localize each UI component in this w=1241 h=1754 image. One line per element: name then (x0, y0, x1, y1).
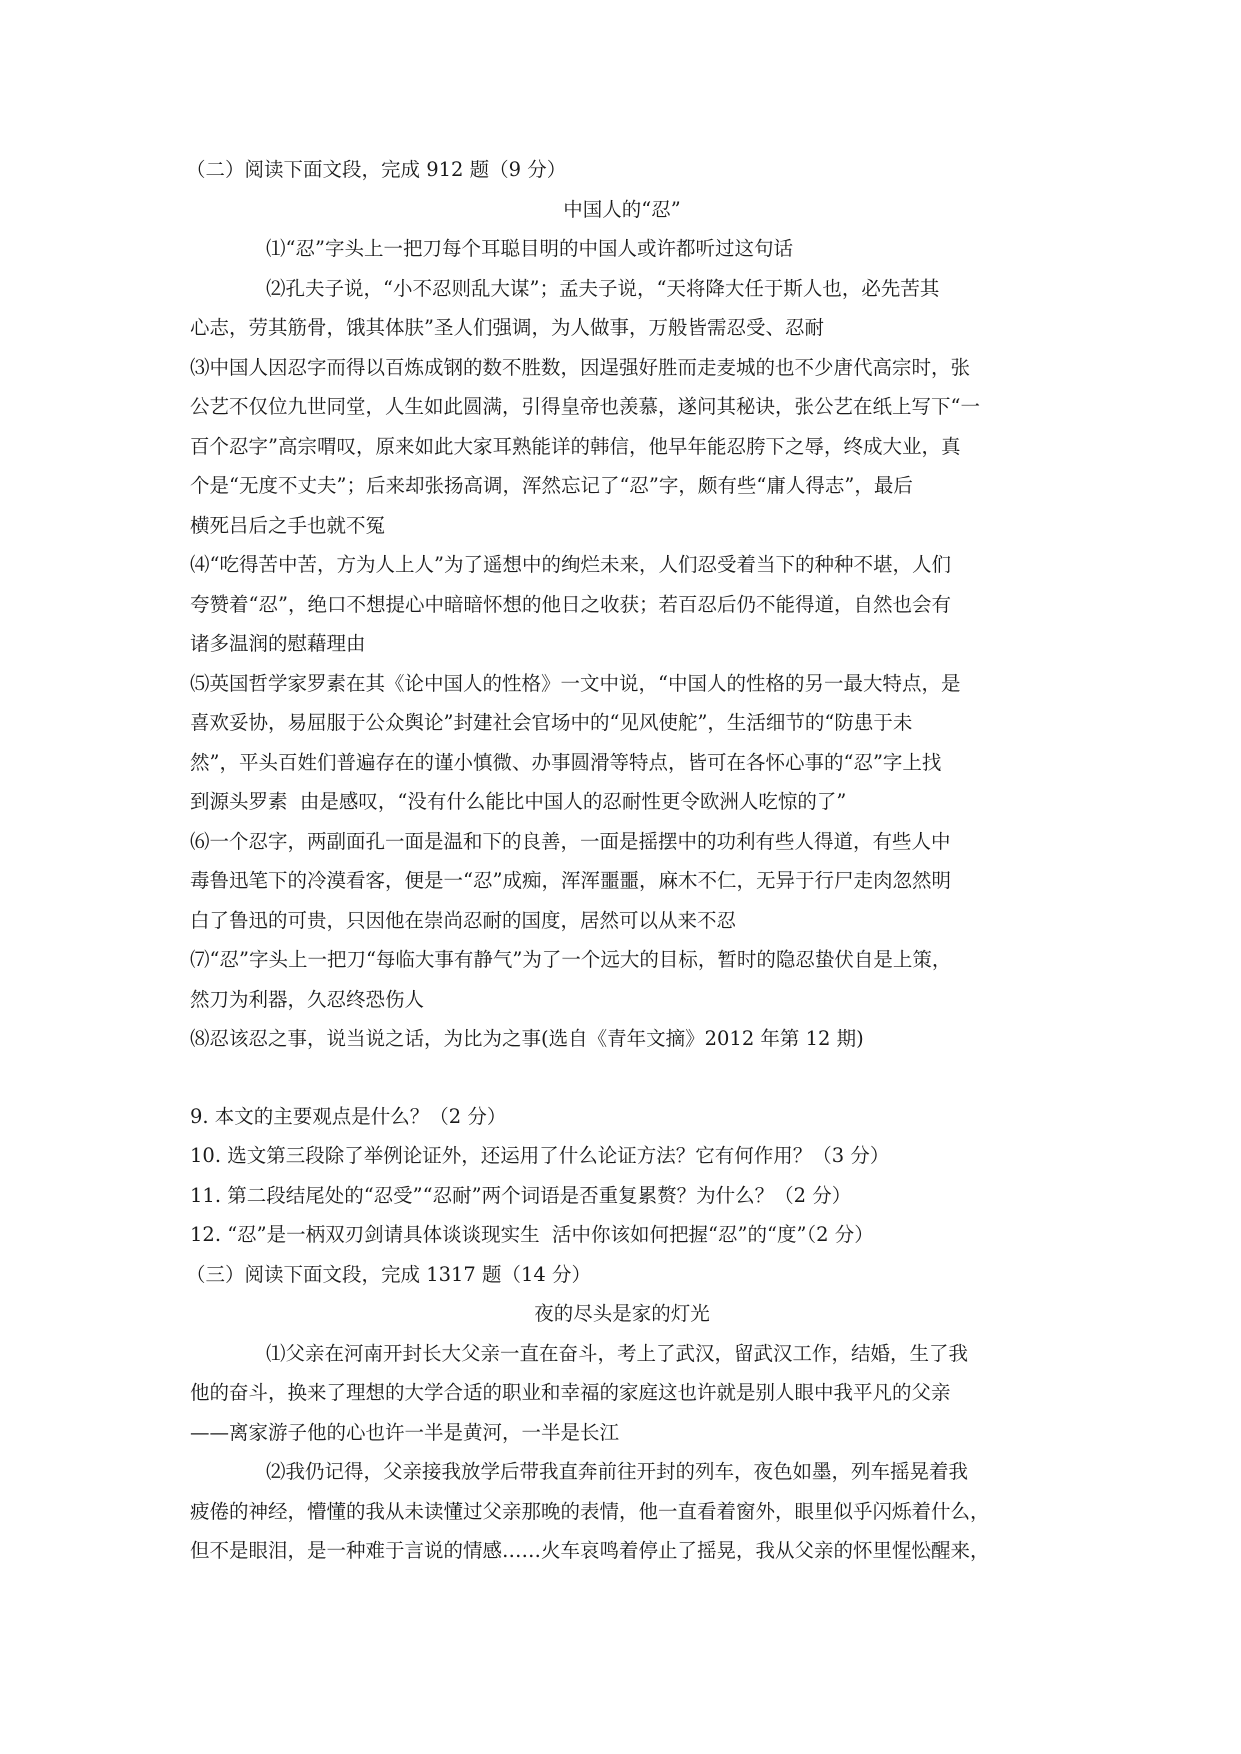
question-item: 9. 本文的主要观点是什么？（2 分） (190, 1104, 507, 1128)
paragraph-line: 疲倦的神经，懵懂的我从未读懂过父亲那晚的表情，他一直看着窗外，眼里似乎闪烁着什么， (190, 1499, 990, 1523)
question-item: 12. “忍”是一柄双刃剑请具体谈谈现实生 活中你该如何把握“忍”的“度”（2 分） (190, 1223, 874, 1246)
paragraph-line: 然”，平头百姓们普遍存在的谨小慎微、办事圆滑等特点，皆可在各怀心事的“忍”字上找 (190, 750, 942, 774)
paragraph-line: ⑻忍该忍之事，说当说之话，为比为之事(选自《青年文摘》2012 年第 12 期) (190, 1027, 864, 1050)
paragraph-line: 公艺不仅位九世同堂，人生如此圆满，引得皇帝也羡慕，遂问其秘诀，张公艺在纸上写下“一 (190, 395, 980, 418)
paragraph-line: ⑺“忍”字头上一把刀“每临大事有静气”为了一个远大的目标，暂时的隐忍蛰伏自是上策， (190, 948, 952, 971)
paragraph-line: ——离家游子他的心也许一半是黄河，一半是长江 (190, 1420, 620, 1444)
paragraph-line: 诸多温润的慰藉理由 (190, 632, 366, 655)
paragraph-line: ⑴父亲在河南开封长大父亲一直在奋斗，考上了武汉，留武汉工作，结婚，生了我 (266, 1341, 969, 1365)
paragraph-line: 他的奋斗，换来了理想的大学合适的职业和幸福的家庭这也许就是别人眼中我平凡的父亲 (190, 1381, 951, 1404)
paragraph-line: ⑵孔夫子说，“小不忍则乱大谋”；孟夫子说，“天将降大任于斯人也，必先苦其 (266, 276, 940, 300)
paragraph-line: 毒鲁迅笔下的冷漠看客，便是一“忍”成痴，浑浑噩噩，麻木不仁，无异于行尸走肉忽然明 (190, 869, 951, 892)
paragraph-line: ⑷“吃得苦中苦，方为人上人”为了遥想中的绚烂未来，人们忍受着当下的种种不堪，人们 (190, 553, 951, 576)
paragraph-line: ⑹一个忍字，两副面孔一面是温和下的良善，一面是摇摆中的功利有些人得道，有些人中 (190, 829, 951, 853)
section-header: （二）阅读下面文段，完成 912 题（9 分） (186, 158, 567, 181)
paragraph-line: 到源头罗素 由是感叹，“没有什么能比中国人的忍耐性更令欧洲人吃惊的了” (190, 790, 847, 813)
paragraph-line: 夸赞着“忍”，绝口不想提心中暗暗怀想的他日之收获；若百忍后仍不能得道，自然也会有 (190, 592, 951, 616)
article-title: 中国人的“忍” (563, 197, 681, 221)
paragraph-line: 个是“无度不丈夫”；后来却张扬高调，浑然忘记了“忍”字，颇有些“庸人得志”，最后 (190, 474, 913, 497)
paragraph-line: ⑵我仍记得，父亲接我放学后带我直奔前往开封的列车，夜色如墨，列车摇晃着我 (266, 1460, 969, 1483)
question-item: 10. 选文第三段除了举例论证外，还运用了什么论证方法？它有何作用？（3 分） (190, 1144, 890, 1167)
paragraph-line: 喜欢妥协，易屈服于公众舆论”封建社会官场中的“见风使舵”，生活细节的“防患于未 (190, 711, 913, 734)
paragraph-line: 白了鲁迅的可贵，只因他在崇尚忍耐的国度，居然可以从来不忍 (190, 908, 737, 932)
paragraph-line: 心志，劳其筋骨，饿其体肤”圣人们强调，为人做事，万般皆需忍受、忍耐 (190, 316, 824, 339)
paragraph-line: 横死吕后之手也就不冤 (190, 513, 386, 537)
spacer (190, 1059, 1054, 1097)
paragraph-line: ⑴“忍”字头上一把刀每个耳聪目明的中国人或许都听过这句话 (266, 237, 793, 260)
paragraph-line: ⑶中国人因忍字而得以百炼成钢的数不胜数，因逞强好胜而走麦城的也不少唐代高宗时，张 (190, 355, 971, 379)
paragraph-line: 然刀为利器，久忍终恐伤人 (190, 987, 425, 1011)
paragraph-line: 百个忍字”高宗喟叹，原来如此大家耳熟能详的韩信，他早年能忍胯下之辱，终成大业，真 (190, 434, 961, 458)
paragraph-line: 但不是眼泪，是一种难于言说的情感……火车哀鸣着停止了摇晃，我从父亲的怀里惺忪醒来， (190, 1539, 990, 1562)
section-header: （三）阅读下面文段，完成 1317 题（14 分） (186, 1262, 592, 1286)
paragraph-line: ⑸英国哲学家罗素在其《论中国人的性格》一文中说，“中国人的性格的另一最大特点，是 (190, 671, 961, 695)
article-title: 夜的尽头是家的灯光 (534, 1302, 710, 1325)
question-item: 11. 第二段结尾处的“忍受”“忍耐”两个词语是否重复累赘？为什么？（2 分） (190, 1183, 852, 1207)
document-page (186, 150, 1054, 1571)
